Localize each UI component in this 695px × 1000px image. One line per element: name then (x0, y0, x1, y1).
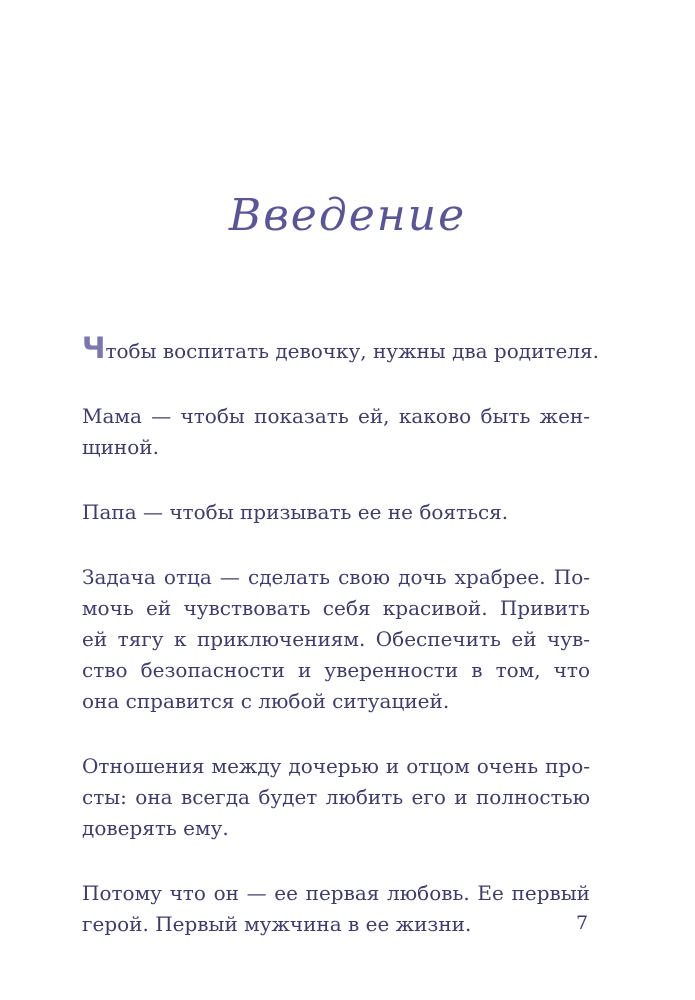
paragraph-1 (82, 331, 600, 367)
paragraph-line: она справится с любой ситуацией. (82, 689, 450, 713)
paragraph-line: мочь ей чувствовать себя красивой. Привить (82, 596, 590, 620)
paragraph-line: ей тягу к приключениям. Обеспечить ей чув- (82, 627, 590, 651)
paragraph-line: щиной. (82, 435, 159, 459)
paragraph-4 (82, 562, 590, 717)
paragraph-line: Потому что он — ее первая любовь. Ее первый (82, 881, 590, 905)
page-number: 7 (576, 912, 589, 934)
paragraph-line: ство безопасности и уверенности в том, что (82, 658, 590, 682)
chapter-title: Введение (228, 190, 467, 241)
paragraph-3 (82, 497, 590, 528)
paragraph-line: герой. Первый мужчина в ее жизни. (82, 912, 472, 936)
paragraph-6 (82, 878, 590, 940)
paragraph-line: Задача отца — сделать свою дочь храбрее. По- (82, 565, 590, 589)
paragraph-line: сты: она всегда будет любить его и полностью (82, 785, 590, 809)
paragraph-line: Отношения между дочерью и отцом очень про- (82, 754, 590, 778)
body-text (82, 331, 600, 974)
paragraph-text: тобы воспитать девочку, нужны два родителя. (105, 339, 600, 363)
paragraph-line: Папа — чтобы призывать ее не бояться. (82, 500, 509, 524)
paragraph-line (82, 331, 600, 367)
paragraph-5 (82, 751, 590, 844)
drop-cap: Ч (82, 331, 106, 365)
paragraph-line: Мама — чтобы показать ей, каково быть жен- (82, 404, 590, 428)
paragraph-line: доверять ему. (82, 816, 229, 840)
paragraph-2 (82, 401, 590, 463)
